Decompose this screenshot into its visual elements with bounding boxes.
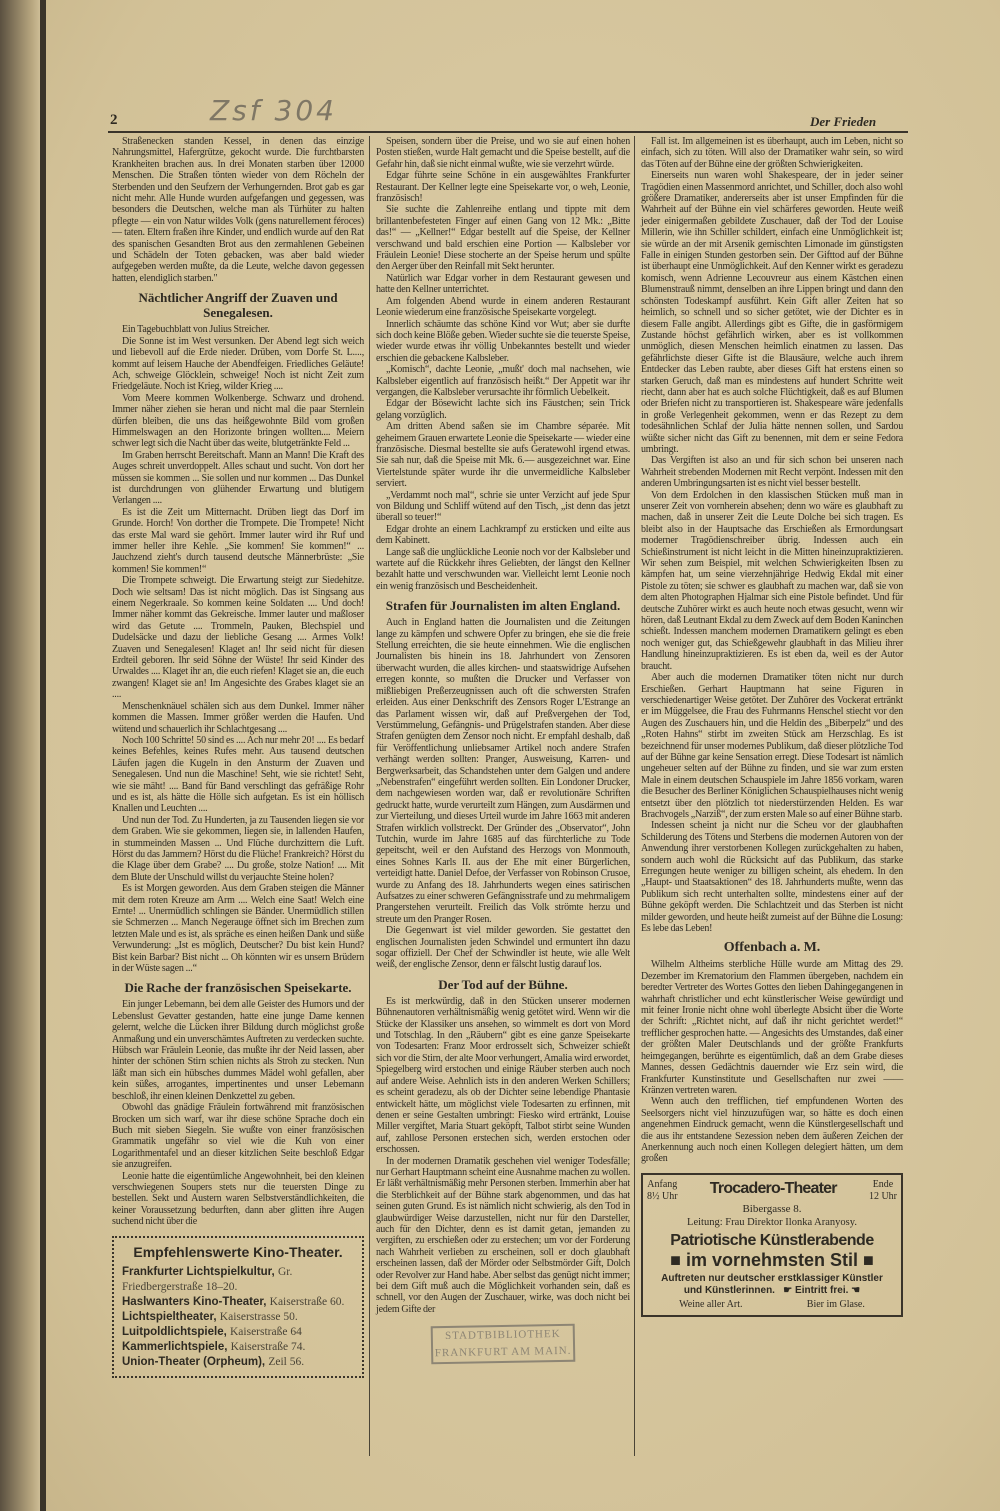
ad-top-row: [647, 1179, 897, 1203]
masthead: Der Frieden: [810, 114, 877, 129]
pointing-hand-icon: ☚: [851, 1284, 861, 1296]
paragraph: In der modernen Dramatik geschehen viel weniger Todesfälle; nur Gerhart Hauptmann scheint eine Ausnahme machen zu wollen. Er läßt verhältnismäßig mehr Personen sterben. Immerhin aber hat die Sterblichkeit auf der Bühne stark abgenommen, und das hat seinen guten Grund. Es ist nämlich nicht schwierig, als den Tod in glaubwürdiger Weise darzustellen, nicht nur für den Darsteller, auch für den Dichter, denn es ist damit getan, jemanden zu vergiften, zu erschießen oder zu erstechen; um vor der Forderung nach Wahrheit verlieben zu erscheinen, soll er doch glaubhaft erscheinen lassen, daß der Mörder oder Selbstmörder Gift, Dolch oder Revolver zur Hand habe. Aber selbst das genügt nicht immer; bei dem Gift muß auch die Möglichkeit vorhanden sein, daß es schnell, vor den Augen der Zuschauer, wirke, was doch nicht bei jedem Gifte der: [376, 1155, 630, 1315]
paragraph: Indessen scheint ja nicht nur die Scheu vor der glaubhaften Schilderung des Tötens und Sterbens die modernen Autoren von der Anwendung ihrer verstorbenen Kollegen zurückgehalten zu haben, sondern auch wohl die Rücksicht auf das Publikum, das starke Erregungen heute weniger zu billigen scheint, als ehedem. In den „Haupt- und Staatsaktionen“ des 18. Jahrhunderts mußte, wenn das Publikum sich recht unterhalten sollte, mindestens einer auf der Bühne geköpft werden. Die Schlachtzeit und das Sterben ist nicht milder geworden, und heute heißt zumeist auf der Bühne die Losung: Es lebe das Leben!: [641, 820, 903, 935]
byline: Ein Tagebuchblatt von Julius Streicher.: [122, 324, 270, 336]
paragraph: Es ist Morgen geworden. Aus dem Graben steigen die Männer mit dem roten Kreuze am Arm .... Welch eine Saat! Welch eine Ernte! ... Unermüdlich schlingen sie Bänder. Unermüdlich stillen sie Schmerzen ... Manch Negerauge öffnet sich im Brechen zum letzten Male und es ist, als spräche es einen heißen Dank und süße Verwunderung: „Ist es möglich, Deutscher? Du bist kein Hund? Bist kein Barbar? Bist nicht ... Oh könnten wir es unsern Brüdern in der Wüste sagen ...“: [112, 883, 364, 975]
paragraph: „Komisch“, dachte Leonie, „mußt' doch mal nachsehen, wie Kalbsleber eigentlich auf französisch heißt.“ Der Appetit war ihr vergangen, die Kalbsleber verursachte ihr förmlich Uebelkeit.: [376, 364, 630, 398]
cinema-name: Haslwanters Kino-Theater,: [122, 1295, 267, 1308]
paragraph: Obwohl das gnädige Fräulein fortwährend mit französischen Brocken um sich warf, war ihr diese schöne Sprache doch ein Buch mit sieben Siegeln. Sie wußte von einer französischen Grammatik ungefähr so viel wie die Kuh von einer Logarithmentafel und an dieser kitzlichen Seite beschloß Edgar sie anzugreifen.: [112, 1102, 364, 1171]
end-time: 12 Uhr: [868, 1190, 897, 1202]
paragraph: Lange saß die unglückliche Leonie noch vor der Kalbsleber und wartete auf die Rückkehr ihres Geliebten, der längst den Kellner bezahlt hatte und verschwunden war. Vielleicht lernt Leonie noch ein wenig französisch und Bescheidenheit.: [376, 546, 630, 592]
headline-offenbach: Offenbach a. M.: [723, 940, 821, 956]
admission-text: Eintritt frei.: [795, 1284, 849, 1296]
ad-entry: [118, 1325, 358, 1340]
theater-address: Bibergasse 8.: [742, 1202, 802, 1215]
cinema-address: Gr. Friedbergerstraße 18–20.: [122, 1265, 293, 1293]
paragraph: Auch in England hatten die Journalisten und die Zeitungen lange zu kämpfen und schwere Opfer zu bringen, ehe sie die freie Stellung erreichten, die sie heute einnehmen. Wie die englischen Journalisten bis hinein ins 18. Jahrhundert von Zensoren überwacht wurden, die alles kirchen- und staatswidrige Aufsehen erregen konnte, so mußten die Drucker und Verfasser von mißliebigen Preßerzeugnissen auch oft die schwersten Strafen erleiden. Aus einer Denkschrift des Zensors Roger L'Estrange an das Parlament wissen wir, daß auf Preßvergehen der Tod, Verstümmelung, Gefängnis- und Prügelstrafen standen. Aber diese Strafen genügten dem Zensor noch nicht. Er empfahl deshalb, daß für Veröffentlichung unliebsamer Artikel noch andere Strafen verhängt werden sollten: Pranger, Ausweisung, Karren- und Bergwerksarbeit, das Schandstehen unter dem Galgen und andere „Nebenstrafen“ eingeführt werden sollten. Ein Londoner Drucker, dem nachgewiesen worden war, daß er revolutionäre Schriften gedruckt hatte, wurde verurteilt zum Hängen, zum Ausdärmen und zur Vierteilung, und dieses Urteil wurde im Jahre 1663 mit anderen Strafen wirklich vollstreckt. Der Gründer des „Observator“, John Tutchin, wurde im Jahre 1685 auf das fürchterliche zu Tode gepeitscht, weil er den Aufstand des Herzogs von Monmouth, eines Sohnes Karls II. aus der Ehe mit einer Bürgerlichen, verteidigt hatte. Daniel Defoe, der Verfasser von Robinson Crusoe, wurde zu Anfang des 18. Jahrhunderts wegen eines satirischen Aufsatzes zu einer schweren Gefängnisstrafe und zu mehrmaligem Prangerstehen verurteilt. Freilich das Volk strömte herzu und streute um den Pranger Rosen.: [376, 617, 630, 925]
cinema-address: Kaiserstraße 60.: [269, 1295, 345, 1308]
paragraph: Edgar der Bösewicht lachte sich ins Fäustchen; sein Trick gelang vorzüglich.: [376, 398, 630, 421]
paragraph: Vom Meere kommen Wolkenberge. Schwarz und drohend. Immer näher ziehen sie heran und nicht mal die paar Sternlein dürfen bleiben, die uns das heißgewohnte Bild vom großen Himmelswagen an den Horizonte bringen wollten.... Meiern schwer legt sich die Nacht über das weite, blutgetränkte Feld ...: [112, 392, 364, 450]
paragraph: Menschenknäuel schälen sich aus dem Dunkel. Immer näher kommen die Massen. Immer größer werden die Haufen. Und wütend und schauerlich ihr Schlachtgesang ....: [112, 700, 364, 735]
column-1: [112, 136, 364, 1378]
beer-text: Bier im Glase.: [806, 1298, 865, 1310]
cinema-address: Kaiserstraße 64: [229, 1325, 302, 1338]
paragraph: Wenn auch den trefflichen, tief empfundenen Worten des Seelsorgers nicht viel hinzuzufügen war, so hätte es doch einen angenehmen Eindruck gemacht, wenn die Künstlergesellschaft und die aus ihr entstandene Sezession neben dem äußeren Zeichen der Anerkennung auch noch einen Kollegen delegiert hätten, um dem großen: [641, 1096, 903, 1165]
paragraph: Edgar drohte an einem Lachkrampf zu ersticken und eilte aus dem Kabinett.: [376, 523, 630, 547]
page-number: 2: [110, 112, 118, 128]
paragraph: Ein junger Lebemann, bei dem alle Geister des Humors und der Lebenslust Gevatter gestanden, hatte eine junge Dame kennen gelernt, welche die Lücken ihrer Bildung durch möglichst große Anmaßung und ein unverschämtes Auftreten zu verdecken suchte. Hübsch war Fräulein Leonie, das mußte ihr der Neid lassen, aber hinter der schönen Stirn schien nichts als Stroh zu stecken. Nun läßt man sich ein hübsches dummes Mädel wohl gefallen, aber kein süßes, arrogantes, impertinentes und unser Lebemann beschloß, ihr einen kleinen Denkzettel zu geben.: [112, 999, 364, 1102]
paragraph: Fall ist. Im allgemeinen ist es überhaupt, auch im Leben, nicht so einfach, sich zu töten. Will also der Dramatiker wahr sein, so wird das Töten auf der Bühne eine der größten Schwierigkeiten.: [641, 136, 903, 170]
paragraph: Innerlich schäumte das schöne Kind vor Wut; aber sie durfte sich doch keine Blöße geben. Wieder suchte sie die teuerste Speise, wieder wurde etwas ihr völlig Unbekanntes bestellt und wieder erschien die gebackene Kalbsleber.: [376, 318, 630, 364]
cinema-name: Lichtspieltheater,: [122, 1310, 217, 1323]
kino-theater-ad: [112, 1236, 364, 1378]
ad-title: Empfehlenswerte Kino-Theater.: [133, 1243, 343, 1260]
paragraph: Die Sonne ist im West versunken. Der Abend legt sich weich und liebevoll auf die Erde nieder. Drüben, vom Dorfe St. L...., kommt auf leisem Hauche der Abendfeigen. Friedliches Geläute! Ach, schweige Glöcklein, schweige! Noch ist nicht Zeit zum Friedgeläute. Noch ist Krieg, wilder Krieg ....: [112, 335, 364, 393]
headline-tod-buehne: Der Tod auf der Bühne.: [438, 976, 568, 992]
ad-line: [647, 1285, 897, 1297]
header-rule: [108, 131, 908, 133]
end-label: Ende: [872, 1178, 894, 1190]
ad-entry: [118, 1340, 358, 1355]
paragraph: Sie suchte die Zahlenreihe entlang und tippte mit dem brillantenbefesteten Finger auf einen Gang von 12 Mk.: „Bitte das!“ — „Kellner!“ Edgar bestellt auf die Speise, der Kellner verschwand und bald erschien eine Portion — Kalbsleber vor Fräulein Leonie! Diese stocherte an der Speise herum und spülte den Aerger über den Reinfall mit Sekt herunter.: [376, 204, 630, 273]
paragraph: Aber auch die modernen Dramatiker töten nicht nur durch Erschießen. Gerhart Hauptmann hat seine Figuren in verschiedenartiger Weise getötet. Der Zuhörer des Vockerat ertränkt er im Müggelsee, die Frau des Fuhrmanns Henschel stiecht vor den Augen des Zuschauers hin, und die Heldin des „Biberpelz“ und des „Roten Hahns“ stirbt im zweiten Stück am Herzschlag. Es ist bezeichnend für unser modernes Publikum, daß dieser plötzliche Tod auf der Bühne gar keine Sensation erregt. Diese Todesart ist nämlich ungeheuer selten auf der Bühne zu finden, und sie war zum ersten Male in einem deutschen Schauspiele im Jahre 1856 vorkam, waren die Besucher des Berliner Königlichen Schauspielhauses nicht wenig entsetzt über den plötzlich tot niederstürzenden Helden. Es war Brachvogels „Narziß“, der zum ersten Male so auf einer Bühne starb.: [641, 672, 903, 820]
book-binding: [0, 0, 40, 1511]
paragraph: Am dritten Abend saßen sie im Chambre séparée. Mit geheimem Grauen erwartete Leonie die Speisekarte — wieder eine französische. Diesmal bestellte sie aufs Geratewohl irgend etwas. Sie sah nur, daß die Speise mit Mk. 6.— ausgezeichnet war. Eine Viertelstunde später wurde ihr die unvermeidliche Kalbsleber serviert.: [376, 421, 630, 490]
column-divider: [634, 136, 635, 1456]
cinema-address: Kaiserstrasse 50.: [219, 1310, 298, 1323]
paragraph: Die Trompete schweigt. Die Erwartung steigt zur Siedehitze. Doch wie seltsam! Das ist nicht möglich. Das ist Singsang aus einem Negerkraale. So kommen keine Soldaten .... Und doch! Immer näher kommt das Gekreische. Immer lauter und maßloser wird das Getute .... Trommeln, Pauken, Blechspiel und Dudelsäcke und dazu der liebliche Gesang .... Armes Volk! Zuaven und Senegalesen! Klaget an! Ihr seid nicht für diesen Erdteil geboren. Ihr seid Söhne der Wüste! Ihr seid Kinder des Urwaldes .... Klaget ihr an, die euch riefen! Klaget sie an, die euch zwangen! Klaget sie an! Im Angesichte des Grabes klaget sie an ....: [112, 575, 364, 701]
ad-bottom-row: [647, 1299, 897, 1311]
paragraph: Am folgenden Abend wurde in einem anderen Restaurant Leonie wiederum eine französische Speisekarte vorgelegt.: [376, 295, 630, 319]
paragraph: Von dem Erdolchen in den klassischen Stücken muß man in unserer Zeit von vornherein absehen; denn wo wäre es glaubhaft zu machen, daß in unserer Zeit die Leute Dolche bei sich tragen. Es bleibt also in der Hauptsache das Erschießen als Ermordungsart moderner Tragödienschreiber übrig. Indessen auch ein Schießinstrument ist nicht leicht in die Mitten hineinzupraktizieren. Wir sehen zum Beispiel, mit welchen Schwierigkeiten Ibsen zu kämpfen hat, um seine vierzehnjährige Hedwig Ekdal mit einer Pistole zu töten; sie schwer es glaubhaft zu machen war, daß sie von dem alten Photographen Hjalmar sich eine Pistole befindet. Und für deutsche Zuhörer wirkt es auch heute noch etwas gesucht, wenn wir hören, daß Leutnant Ekdal zu dem Zweck auf dem Boden Kaninchen schießt. Indessen manchem modernen Dramatikern gelingt es eben noch weniger gut, das Schießgewehr glaubhaft in das Milieu ihrer Handlung hineinzupraktizieren. Es ist eben da, weil es der Autor braucht.: [641, 489, 903, 672]
ad-entry: [118, 1355, 358, 1370]
pointing-hand-icon: ☛: [783, 1284, 793, 1296]
paragraph: Natürlich war Edgar vorher in dem Restaurant gewesen und hatte den Kellner unterrichtet.: [376, 272, 630, 296]
cinema-name: Frankfurter Lichtspielkultur,: [122, 1265, 275, 1278]
paragraph: Straßenecken standen Kessel, in denen das einzige Nahrungsmittel, Hafergrütze, gekocht wurde. Die furchtbarsten Krankheiten brachen aus. In drei Monaten starben über 12000 Menschen. Die Straßen tönten wieder von dem Röcheln der Sterbenden und den Seufzern der Verhungernden. Brot gab es gar nicht mehr. Alle Hunde wurden aufgefangen und gegessen, was besonders die Deutschen, welche man als Türhüter zu halten pflegte — ein von Natur wildes Volk (gens naturellement féroces) — taten. Eltern fraßen ihre Kinder, und endlich wurde auf den Rat des spanischen Gesandten Brot aus den zermahlenen Gebeinen und Schädeln der Toten gebacken, was aber bald wieder aufgegeben werden mußte, da die Leute, welche davon gegessen hatten, elendiglich starben.": [112, 136, 364, 284]
paragraph: Das Vergiften ist also an und für sich schon bei unseren nach Wahrheit strebenden Modernen mit Recht verpönt. Indessen mit den anderen Umbringungsarten ist es nicht viel besser bestellt.: [641, 455, 903, 490]
column-divider: [369, 136, 370, 1456]
column-3: [641, 136, 903, 1317]
ad-headline-2: ■ im vornehmsten Stil ■: [670, 1249, 874, 1270]
ad-entry: [118, 1310, 358, 1325]
ad-entry: [118, 1295, 358, 1310]
ad-line: Auftreten nur deutscher erstklassiger Künstler: [661, 1272, 883, 1284]
theater-management: Leitung: Frau Direktor Ilonka Aranyosy.: [687, 1216, 857, 1228]
library-stamp: [431, 1324, 576, 1365]
wine-text: Weine aller Art.: [679, 1298, 743, 1310]
cinema-address: Zeil 56.: [268, 1355, 305, 1368]
paragraph: Noch 100 Schritte! 50 sind es .... Ach nur mehr 20! .... Es bedarf keines Befehles, keines Rufes mehr. Aus tausend deutschen Läufen jagen die Kugeln in den Ansturm der Zuaven und Senegalesen. Und nun die Maschine! Seht, wie sie richtet! Seht, wie sie mäht! .... Band für Band verschlingt das gefräßige Rohr und es ist, als hätte die Hölle sich aufgetan. Es ist ein höllisch Knallen und Leuchten ....: [112, 734, 364, 815]
stamp-line: STADTBIBLIOTHEK: [444, 1328, 561, 1343]
paragraph: Einerseits nun waren wohl Shakespeare, der in jeder seiner Tragödien einen Massenmord anrichtet, und Schiller, doch also wohl größere Dramatiker, andererseits aber ist unser Empfinden für die Wahrheit auf der Bühne ein viel schärferes geworden. Heute weiß jeder einigermaßen gebildete Zuschauer, daß der Tod der Louise Millerin, wie ihn Schiller schildert, einfach eine Unmöglichkeit ist; sie würde an der mit Arsenik gemischten Limonade im günstigsten Falle in einigen Stunden gestorben sein. Der Gifttod auf der Bühne ist überhaupt eine Unmöglichkeit. Auf den Kenner wirkt es geradezu komisch, wenn Adrienne Lecouvreur aus einem Kästchen einen Blumenstrauß nimmt, denselben an ihre Lippen bringt und dann den schönsten Todeskampf ausführt. Kein Gift aller Zeiten hat so heimlich, so schnell und so sicher getötet, wie der Dichter es in diesem Falle angibt. Allerdings gibt es Gifte, die in gasförmigem Zustande höchst gefährlich wirken, aber es ist vollkommen unmöglich, diesen Menschen heimlich einatmen zu lassen. Das gefährlichste dieser Gifte ist die Blausäure, welche auch ihrem Entdecker das Leben raubte, aber dieses Gift hat erstens einen so starken Geruch, daß man es mindestens auf hundert Schritte weit riecht, dann aber hat es auch solche Flüchtigkeit, daß es auf Blumen oder Briefen nicht zu transportieren ist. Shakespeare wäre jedenfalls in große Verlegenheit gekommen, wenn er das Rezept zu dem todesähnlichen Schlaf der Julia hätte nennen sollen, und Sardou wüßte sicher nicht das Gift zu benennen, mit dem er seine Fedora umbringt.: [641, 170, 903, 455]
column-2: [376, 136, 630, 1363]
paragraph: „Verdammt noch mal“, schrie sie unter Verzicht auf jede Spur von Bildung und Schliff wütend auf den Tisch, „ist denn das jetzt überall so teuer!“: [376, 489, 630, 524]
handwritten-shelfmark: Zsf 304: [210, 94, 337, 127]
stamp-line: FRANKFURT AM MAIN.: [434, 1345, 572, 1360]
paragraph: Im Graben herrscht Bereitschaft. Mann an Mann! Die Kraft des Auges schreit unverdoppelt. Alles schaut und sucht. Von dort her müssen sie kommen ... Sie sollen und nur kommen ... Das Dunkel ist durchdrungen von glühender Erwartung und blutigem Verlangen ....: [112, 449, 364, 507]
cinema-name: Union-Theater (Orpheum),: [122, 1355, 266, 1368]
headline-speisekarte: Die Rache der französischen Speisekarte.: [124, 980, 352, 996]
paragraph: Speisen, sondern über die Preise, und wo sie auf einen hohen Posten stießen, wurde Halt gemacht und die Speise bestellt, auf die Gefahr hin, daß sie nicht einmal wußte, wie sie verzehrt würde.: [376, 136, 630, 170]
headline-journalisten: Strafen für Journalisten im alten England.: [385, 598, 621, 614]
start-info: [647, 1179, 678, 1203]
paragraph: Die Gegenwart ist viel milder geworden. Sie gestattet den englischen Journalisten jeden Schwindel und ermuntert ihn dazu sogar offiziell. Der Chef der Schwindler ist heute, wie alle Welt weiß, der englische Zensor, denn er fälscht lustig darauf los.: [376, 925, 630, 971]
start-time: 8½ Uhr: [647, 1190, 678, 1202]
start-label: Anfang: [647, 1178, 678, 1190]
ad-line-text: und Künstlerinnen.: [683, 1284, 775, 1296]
end-info: [869, 1179, 897, 1203]
paragraph: Leonie hatte die eigentümliche Angewohnheit, bei den kleinen verschwiegenen Soupers stets nur die teuersten Dinge zu bestellen. Sekt und Austern waren Selbstverständlichkeiten, die keiner Voraussetzung bedurften, dann aber glitten ihre Augen suchend nicht über die: [112, 1170, 364, 1228]
trocadero-theater-ad: [641, 1173, 903, 1317]
paragraph: Edgar führte seine Schöne in ein ausgewähltes Frankfurter Restaurant. Der Kellner legte eine Speisekarte vor, o weh, Leonie, französisch!: [376, 170, 630, 205]
ad-entry: [118, 1265, 358, 1295]
paragraph: Und nun der Tod. Zu Hunderten, ja zu Tausenden liegen sie vor dem Graben. Wie sie gekommen, liegen sie, in lallenden Haufen, in stummeinden Massen ... Und Flüche durchzittern die Luft. Hörst du das Jammern? Hörst du die Flüche! Frankreich? Hörst du die Klage über dem Grabe? .... Du große, stolze Nation! .... Mit dem Blute der Unschuld willst du verjauchte Steine holen?: [112, 814, 364, 883]
theater-name: Trocadero-Theater: [709, 1179, 837, 1197]
ad-headline: Patriotische Künstlerabende: [670, 1231, 874, 1249]
cinema-name: Kammerlichtspiele,: [122, 1340, 228, 1353]
paragraph: Wilhelm Altheims sterbliche Hülle wurde am Mittag des 29. Dezember im Krematorium den Flammen übergeben, nachdem ein beredter Vertreter des Wortes Gottes den lieben Dahingegangenen in wahrhaft christlicher und echt künstlerischer Weise gewürdigt und mit feiner Ironie nicht ohne wohl überlegte Absicht über die Worte der Schrift: „Richtet nicht, auf daß ihr nicht gerichtet werdet!“ trefflicher gesprochen hatte. — Angesichts des Umstandes, daß einer der größten Maler Deutschlands und der größte Frankfurts heimgegangen, berührte es eigentümlich, daß an dem Grabe dieses Mannes, dessen Gedächtnis dauernder wie Erz sein wird, die Frankfurter Kunstinstitute und Gesellschaften nur zwei —— Kränzen vertreten waren.: [641, 959, 903, 1096]
cinema-address: Kaiserstraße 74.: [230, 1340, 306, 1353]
paragraph: Es ist merkwürdig, daß in den Stücken unserer modernen Bühnenautoren verhältnismäßig wenig getötet wird. Wenn wir die Stücke der Klassiker uns ansehen, so wimmelt es dort von Mord und Totschlag. In den „Räubern“ gibt es eine ganze Speisekarte von Todesarten: Franz Moor erdrosselt sich, Schweizer schießt sich vor die Stirn, der alte Moor verhungert, Amalia wird erwordet, Spiegelberg wird erstochen und einige Räuber sterben auch noch auf andere Weise. Aehnlich ists in den anderen Werken Schillers; es scheint geradezu, als ob der Dichter seine lebendige Phantasie entwickelt hätte, um möglichst viele Todesarten zu erfinnen, mit denen er seine Gestalten umbringt: Fiesko wird ertränkt, Louise Miller vergiftet, Maria Stuart geköpft, Talbot stirbt seine Wunden auf, zahllose Personen erstechen sich, werden erstochen oder erschossen.: [376, 995, 630, 1156]
ad-headline-text: im vornehmsten Stil: [685, 1249, 859, 1270]
headline-zuaven: Nächtlicher Angriff der Zuaven und Senegalesen.: [138, 290, 338, 321]
cinema-name: Luitpoldlichtspiele,: [122, 1325, 227, 1338]
paragraph: Es ist die Zeit um Mitternacht. Drüben liegt das Dorf im Grunde. Horch! Von dorther die Trompete. Die Trompete! Nicht das erste Mal ward sie gehört. Immer lauter wird ihr Ruf und immer heller ihre Kehle. „Sie kommen! Sie kommen!“ ... Jauchzend zieht's durch tausend deutsche Männerbrüste: „Sie kommen! Sie kommen!“: [112, 506, 364, 575]
